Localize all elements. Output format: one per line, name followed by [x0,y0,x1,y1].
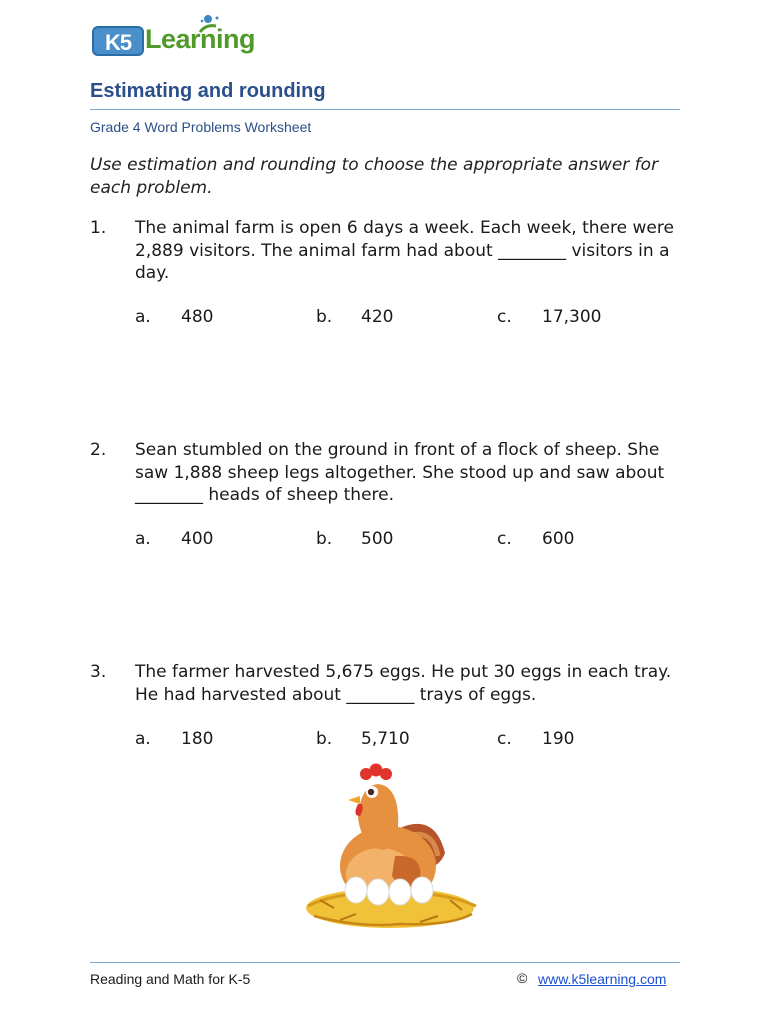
website-link[interactable]: www.k5learning.com [538,971,667,987]
page-title: Estimating and rounding [90,80,326,102]
option-value: 5,710 [361,729,410,749]
copyright-symbol: © [517,970,528,986]
option-letter: a. [135,307,151,327]
logo-sprig-icon [196,14,226,34]
option-letter: b. [316,529,333,549]
worksheet-subtitle: Grade 4 Word Problems Worksheet [90,119,312,135]
option-letter: b. [316,307,333,327]
instructions: Use estimation and rounding to choose the appropriate answer for each problem. [90,155,659,198]
option-value: 500 [361,529,394,549]
option-letter: c. [497,729,512,749]
logo-badge: K5 [92,26,144,56]
header-divider [90,109,680,110]
option-value: 400 [181,529,214,549]
option-letter: a. [135,729,151,749]
option-letter: c. [497,307,512,327]
k5-learning-logo [92,14,262,60]
hen-on-nest-icon [300,758,482,938]
logo-wordmark: Learning [145,24,256,54]
option-letter: b. [316,729,333,749]
question-text: The animal farm is open 6 days a week. Each week, there were 2,889 visitors. The animal farm had about ________ visitors in a day. [135,218,674,283]
option-letter: c. [497,529,512,549]
question-number: 3. [90,662,107,682]
option-value: 180 [181,729,214,749]
question-number: 2. [90,440,107,460]
option-value: 17,300 [542,307,602,327]
option-letter: a. [135,529,151,549]
option-value: 190 [542,729,575,749]
question-number: 1. [90,218,107,238]
option-value: 600 [542,529,575,549]
footer-tagline: Reading and Math for K-5 [90,971,251,987]
option-value: 480 [181,307,214,327]
question-text: Sean stumbled on the ground in front of a flock of sheep. She saw 1,888 sheep legs altogether. She stood up and saw about ________ heads of sheep there. [135,440,665,505]
question-text: The farmer harvested 5,675 eggs. He put 30 eggs in each tray. He had harvested about ________ trays of eggs. [135,662,672,705]
footer-divider [90,962,680,963]
option-value: 420 [361,307,394,327]
